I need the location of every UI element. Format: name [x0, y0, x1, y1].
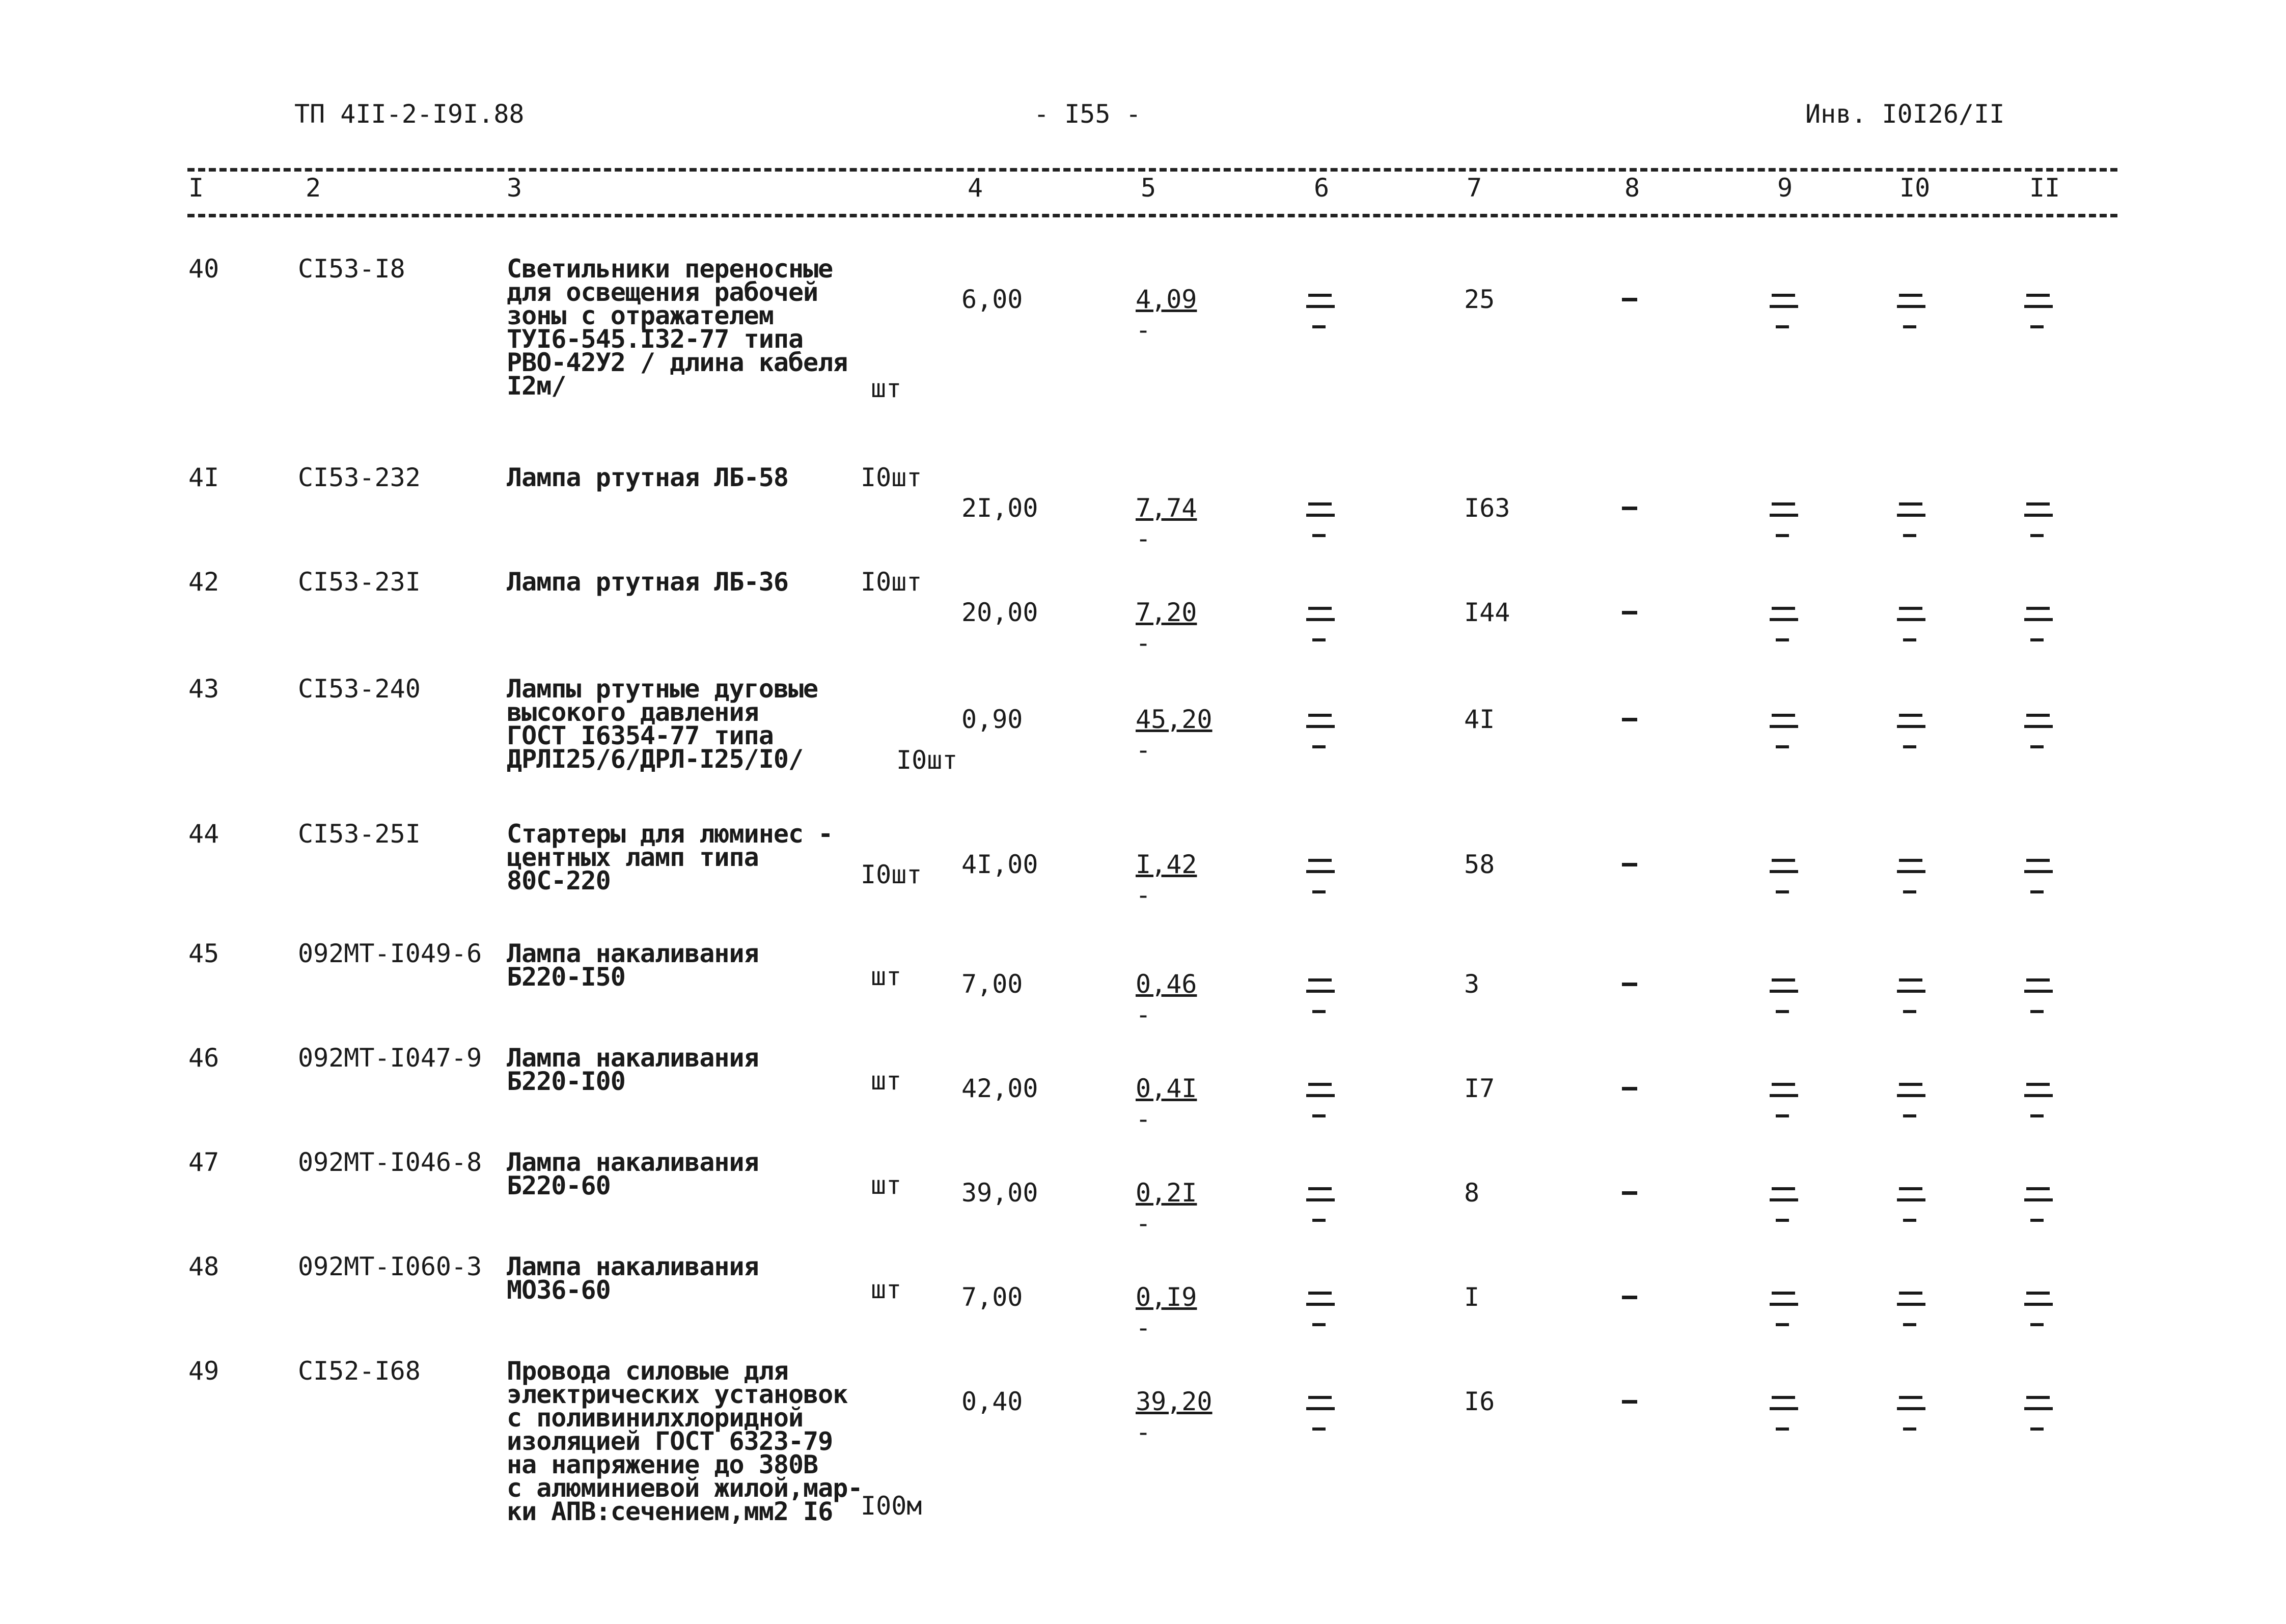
unit-price-denominator: -	[1136, 315, 1151, 345]
empty-fraction-mark	[1306, 496, 1336, 542]
unit-price-value: 4,09	[1136, 285, 1197, 314]
col-header-3: 3	[507, 173, 522, 203]
unit-price-denominator: -	[1136, 1209, 1151, 1238]
price-code: CI53-25I	[298, 819, 421, 849]
empty-fraction-mark	[2024, 708, 2054, 753]
unit-price-value: 0,I9	[1136, 1282, 1197, 1312]
empty-fraction-mark	[1770, 1077, 1799, 1123]
col8-dash	[1622, 1191, 1637, 1195]
row-number: 48	[188, 1252, 219, 1281]
col8-dash	[1622, 983, 1637, 986]
col-header-7: 7	[1467, 173, 1482, 203]
unit-price-denominator: -	[1136, 1313, 1151, 1342]
empty-fraction-mark	[2024, 601, 2054, 647]
empty-fraction-mark	[1770, 1285, 1799, 1331]
row-number: 49	[188, 1356, 219, 1386]
item-description: Светильники переносные для освещения рабочей зоны с отражателем ТУI6-545.I32-77 типа РВО-42У2 / длина кабеля I2м/	[507, 254, 848, 401]
unit-price-denominator: -	[1136, 1417, 1151, 1447]
unit-price-denominator: -	[1136, 628, 1151, 658]
empty-fraction-mark	[1770, 1181, 1799, 1227]
empty-fraction-mark	[2024, 496, 2054, 542]
empty-fraction-mark	[1306, 972, 1336, 1018]
unit-of-measure: шт	[871, 374, 902, 403]
price-code: 092МТ-I060-3	[298, 1252, 482, 1281]
empty-fraction-mark	[1306, 1077, 1336, 1123]
col-header-5: 5	[1141, 173, 1156, 203]
empty-fraction-mark	[1770, 708, 1799, 753]
page-number: - I55 -	[1034, 99, 1141, 129]
row-number: 46	[188, 1043, 219, 1073]
unit-of-measure: шт	[871, 1275, 902, 1304]
unit-of-measure: I00м	[861, 1491, 922, 1521]
empty-fraction-mark	[2024, 853, 2054, 899]
price-code: CI52-I68	[298, 1356, 421, 1386]
empty-fraction-mark	[2024, 288, 2054, 333]
price-code: CI53-240	[298, 674, 421, 704]
empty-fraction-mark	[1897, 1181, 1926, 1227]
empty-fraction-mark	[1770, 1390, 1799, 1436]
col-header-10: I0	[1899, 173, 1931, 203]
unit-price-value: 0,46	[1136, 969, 1197, 999]
row-number: 47	[188, 1147, 219, 1177]
empty-fraction-mark	[2024, 1390, 2054, 1436]
total-value: I	[1464, 1282, 1480, 1312]
unit-of-measure: шт	[871, 1066, 902, 1096]
empty-fraction-mark	[1897, 496, 1926, 542]
item-description: Лампа ртутная ЛБ-58	[507, 463, 788, 492]
row-number: 42	[188, 567, 219, 597]
col-header-11: II	[2029, 173, 2060, 203]
empty-fraction-mark	[1897, 288, 1926, 333]
unit-price-denominator: -	[1136, 1104, 1151, 1134]
row-number: 40	[188, 254, 219, 284]
quantity-value: 2I,00	[961, 493, 1038, 523]
empty-fraction-mark	[2024, 972, 2054, 1018]
unit-of-measure: шт	[871, 1170, 902, 1200]
total-value: I7	[1464, 1074, 1495, 1103]
total-value: 58	[1464, 850, 1495, 879]
unit-price-value: 0,4I	[1136, 1074, 1197, 1103]
empty-fraction-mark	[1770, 853, 1799, 899]
total-value: 3	[1464, 969, 1480, 999]
item-description: Стартеры для люминес - центных ламп типа 80С-220	[507, 819, 833, 895]
empty-fraction-mark	[2024, 1285, 2054, 1331]
unit-price-value: 45,20	[1136, 705, 1213, 734]
total-value: 25	[1464, 285, 1495, 314]
item-description: Лампы ртутные дуговые высокого давления ГОСТ I6354-77 типа ДРЛI25/6/ДРЛ-I25/I0/	[507, 674, 818, 774]
row-number: 4I	[188, 463, 219, 492]
unit-price-denominator: -	[1136, 880, 1151, 910]
quantity-value: 39,00	[961, 1178, 1038, 1208]
empty-fraction-mark	[1770, 972, 1799, 1018]
unit-of-measure: I0шт	[861, 860, 922, 889]
price-code: CI53-232	[298, 463, 421, 492]
total-value: 8	[1464, 1178, 1480, 1208]
price-code: CI53-23I	[298, 567, 421, 597]
empty-fraction-mark	[1897, 1390, 1926, 1436]
item-description: Лампа накаливания Б220-I00	[507, 1043, 759, 1096]
document-code: ТП 4II-2-I9I.88	[294, 99, 525, 129]
col8-dash	[1622, 1296, 1637, 1299]
row-number: 43	[188, 674, 219, 704]
total-value: I6	[1464, 1387, 1495, 1416]
col8-dash	[1622, 1087, 1637, 1090]
empty-fraction-mark	[2024, 1181, 2054, 1227]
quantity-value: 42,00	[961, 1074, 1038, 1103]
col8-dash	[1622, 718, 1637, 721]
empty-fraction-mark	[1306, 1181, 1336, 1227]
item-description: Провода силовые для электрических установок с поливинилхлоридной изоляцией ГОСТ 6323-79 на напряжение до 380В с алюминиевой жилой,мар- ки АПВ:сечением,мм2 I6	[507, 1356, 863, 1526]
unit-of-measure: I0шт	[896, 745, 958, 775]
empty-fraction-mark	[1306, 853, 1336, 899]
quantity-value: 20,00	[961, 598, 1038, 627]
row-number: 44	[188, 819, 219, 849]
col8-dash	[1622, 507, 1637, 510]
price-code: 092МТ-I049-6	[298, 939, 482, 968]
quantity-value: 4I,00	[961, 850, 1038, 879]
table-top-rule	[187, 168, 2117, 172]
col8-dash	[1622, 298, 1637, 301]
col-header-6: 6	[1314, 173, 1330, 203]
unit-price-value: 7,20	[1136, 598, 1197, 627]
unit-of-measure: I0шт	[861, 463, 922, 492]
col-header-8: 8	[1624, 173, 1640, 203]
price-code: 092МТ-I046-8	[298, 1147, 482, 1177]
empty-fraction-mark	[1897, 972, 1926, 1018]
unit-price-value: 0,2I	[1136, 1178, 1197, 1208]
total-value: 4I	[1464, 705, 1495, 734]
unit-of-measure: I0шт	[861, 567, 922, 597]
empty-fraction-mark	[1770, 601, 1799, 647]
item-description: Лампа накаливания Б220-I50	[507, 939, 759, 992]
inventory-number: Инв. I0I26/II	[1805, 99, 2005, 129]
empty-fraction-mark	[1897, 853, 1926, 899]
unit-price-value: 7,74	[1136, 493, 1197, 523]
empty-fraction-mark	[2024, 1077, 2054, 1123]
col-header-9: 9	[1777, 173, 1793, 203]
unit-of-measure: шт	[871, 962, 902, 991]
price-code: CI53-I8	[298, 254, 405, 284]
unit-price-denominator: -	[1136, 524, 1151, 553]
price-code: 092МТ-I047-9	[298, 1043, 482, 1073]
empty-fraction-mark	[1897, 1077, 1926, 1123]
col-header-2: 2	[306, 173, 321, 203]
row-number: 45	[188, 939, 219, 968]
unit-price-denominator: -	[1136, 1000, 1151, 1029]
total-value: I44	[1464, 598, 1510, 627]
quantity-value: 7,00	[961, 1282, 1023, 1312]
empty-fraction-mark	[1897, 1285, 1926, 1331]
table-header-rule	[187, 214, 2117, 217]
quantity-value: 0,40	[961, 1387, 1023, 1416]
empty-fraction-mark	[1306, 1285, 1336, 1331]
item-description: Лампа ртутная ЛБ-36	[507, 567, 788, 597]
empty-fraction-mark	[1897, 708, 1926, 753]
unit-price-value: 39,20	[1136, 1387, 1213, 1416]
empty-fraction-mark	[1306, 1390, 1336, 1436]
total-value: I63	[1464, 493, 1510, 523]
col8-dash	[1622, 1400, 1637, 1404]
quantity-value: 6,00	[961, 285, 1023, 314]
empty-fraction-mark	[1770, 288, 1799, 333]
unit-price-denominator: -	[1136, 735, 1151, 765]
quantity-value: 7,00	[961, 969, 1023, 999]
col-header-1: I	[188, 173, 204, 203]
unit-price-value: I,42	[1136, 850, 1197, 879]
col8-dash	[1622, 863, 1637, 866]
empty-fraction-mark	[1897, 601, 1926, 647]
col-header-4: 4	[968, 173, 983, 203]
empty-fraction-mark	[1770, 496, 1799, 542]
empty-fraction-mark	[1306, 708, 1336, 753]
item-description: Лампа накаливания МО36-60	[507, 1252, 759, 1305]
empty-fraction-mark	[1306, 601, 1336, 647]
col8-dash	[1622, 611, 1637, 614]
quantity-value: 0,90	[961, 705, 1023, 734]
empty-fraction-mark	[1306, 288, 1336, 333]
item-description: Лампа накаливания Б220-60	[507, 1147, 759, 1200]
